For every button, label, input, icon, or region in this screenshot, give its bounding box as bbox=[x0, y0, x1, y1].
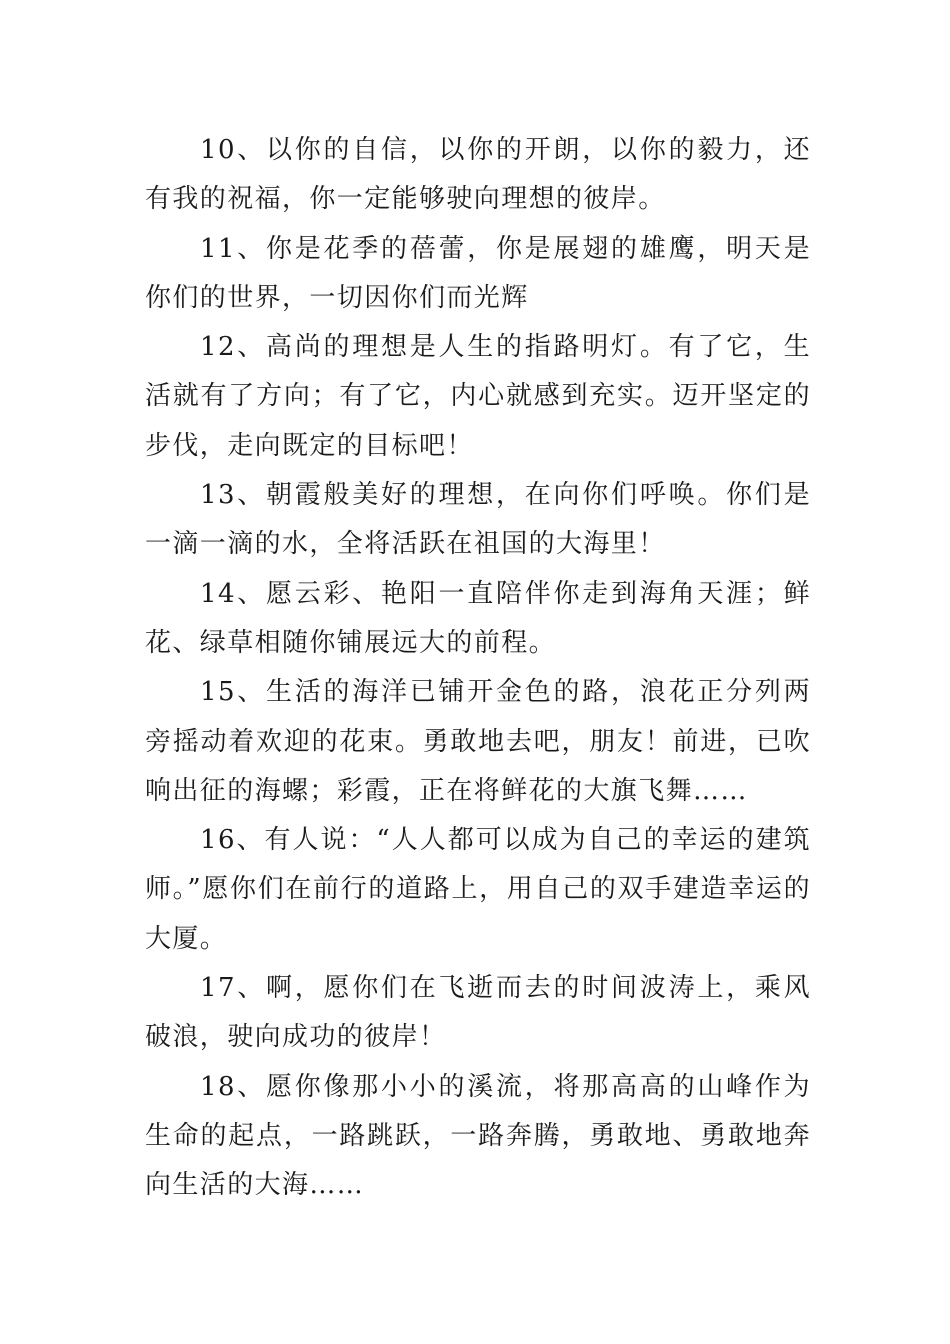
document-body bbox=[145, 126, 811, 1211]
paragraph-18: 18、愿你像那小小的溪流，将那高高的山峰作为生命的起点，一路跳跃，一路奔腾，勇敢地、勇敢地奔向生活的大海…… bbox=[145, 1071, 811, 1201]
paragraph-16: 16、有人说：“人人都可以成为自己的幸运的建筑师。”愿你们在前行的道路上，用自己的双手建造幸运的大厦。 bbox=[145, 825, 811, 954]
paragraph-11: 11、你是花季的蓓蕾，你是展翅的雄鹰，明天是你们的世界，一切因你们而光辉 bbox=[145, 233, 811, 313]
paragraph-15: 15、生活的海洋已铺开金色的路，浪花正分列两旁摇动着欢迎的花束。勇敢地去吧，朋友！前进，已吹响出征的海螺；彩霞，正在将鲜花的大旗飞舞…… bbox=[145, 677, 811, 806]
paragraph-10: 10、以你的自信，以你的开朗，以你的毅力，还有我的祝福，你一定能够驶向理想的彼岸。 bbox=[145, 135, 811, 215]
paragraph-12: 12、高尚的理想是人生的指路明灯。有了它，生活就有了方向；有了它，内心就感到充实。迈开坚定的步伐，走向既定的目标吧！ bbox=[145, 332, 811, 461]
paragraph-13: 13、朝霞般美好的理想，在向你们呼唤。你们是一滴一滴的水，全将活跃在祖国的大海里！ bbox=[145, 480, 811, 560]
paragraph-17: 17、啊，愿你们在飞逝而去的时间波涛上，乘风破浪，驶向成功的彼岸！ bbox=[145, 973, 811, 1053]
paragraph-14: 14、愿云彩、艳阳一直陪伴你走到海角天涯；鲜花、绿草相随你铺展远大的前程。 bbox=[145, 578, 811, 658]
